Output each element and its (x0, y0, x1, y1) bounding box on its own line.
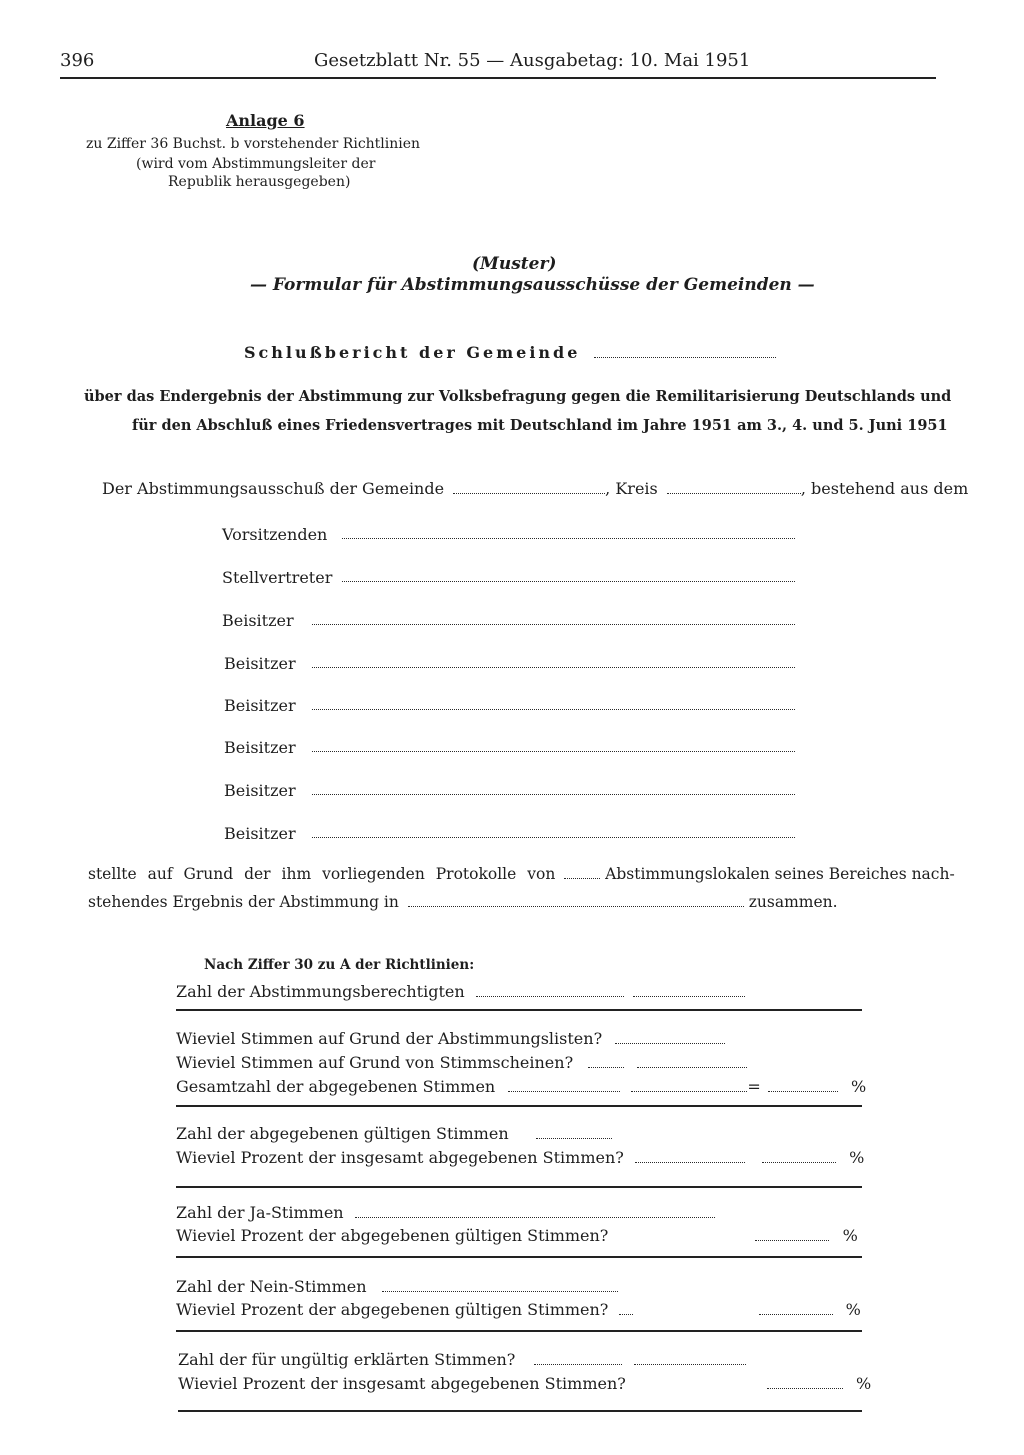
statement-text-b: Abstimmungslokalen seines Bereiches nach- (605, 865, 955, 883)
result-row (176, 1077, 866, 1096)
section-divider (176, 1256, 862, 1258)
row-leader (536, 1138, 612, 1139)
section-divider (176, 1009, 862, 1011)
row-label: Zahl der für ungültig erklärten Stimmen? (178, 1350, 516, 1369)
value-blank[interactable] (631, 1091, 747, 1092)
result-row (176, 1124, 612, 1143)
result-row (178, 1374, 871, 1393)
row-leader (588, 1067, 624, 1068)
row-label: Wieviel Prozent der abgegebenen gültigen Stimmen? (176, 1226, 609, 1245)
member-label: Beisitzer (224, 824, 296, 843)
row-label: Zahl der Ja-Stimmen (176, 1203, 344, 1222)
row-label: Wieviel Prozent der abgegebenen gültigen Stimmen? (176, 1300, 609, 1319)
value-blank[interactable] (635, 1162, 745, 1163)
percent-blank[interactable] (755, 1240, 829, 1241)
intro-line (102, 479, 968, 498)
anlage-line1: zu Ziffer 36 Buchst. b vorstehender Richtlinien (86, 136, 421, 152)
percent-sign: % (851, 1077, 867, 1096)
results-section-title: Nach Ziffer 30 zu A der Richtlinien: (204, 957, 475, 973)
member-label: Beisitzer (224, 781, 296, 800)
gemeinde-name-blank[interactable] (594, 357, 776, 358)
subtitle-line2: für den Abschluß eines Friedensvertrages mit Deutschland im Jahre 1951 am 3., 4. und 5. Juni 1951 (132, 417, 948, 434)
lokale-count-blank[interactable] (564, 878, 600, 879)
value-blank[interactable] (637, 1067, 747, 1068)
statement-text-c: stehendes Ergebnis der Abstimmung in (88, 893, 399, 911)
value-blank[interactable] (355, 1217, 715, 1218)
row-leader (508, 1091, 620, 1092)
section-divider (178, 1410, 862, 1412)
result-row (176, 1203, 715, 1222)
header-rule (60, 77, 936, 79)
schlussbericht-title: Schlußbericht der Gemeinde (244, 343, 581, 362)
result-row (178, 1350, 746, 1369)
row-leader (476, 996, 624, 997)
value-blank[interactable] (633, 996, 745, 997)
member-blank[interactable] (342, 581, 795, 582)
percent-sign: % (842, 1226, 858, 1245)
member-blank[interactable] (312, 624, 795, 625)
member-label: Beisitzer (224, 654, 296, 673)
member-label: Beisitzer (222, 611, 294, 630)
muster-heading: (Muster) (472, 254, 557, 274)
percent-sign: % (849, 1148, 865, 1167)
statement-line1 (88, 865, 955, 883)
schlussbericht-line (244, 343, 776, 362)
statement-text-a: stellte auf Grund der ihm vorliegenden Protokolle von (88, 865, 556, 883)
percent-blank[interactable] (767, 1388, 843, 1389)
row-label: Wieviel Stimmen auf Grund der Abstimmungslisten? (176, 1029, 603, 1048)
member-blank[interactable] (312, 751, 795, 752)
anlage-line2: (wird vom Abstimmungsleiter der (136, 156, 376, 172)
value-blank[interactable] (615, 1043, 725, 1044)
result-row (176, 1277, 618, 1296)
section-divider (176, 1330, 862, 1332)
value-blank[interactable] (634, 1364, 746, 1365)
row-label: Zahl der Abstimmungsberechtigten (176, 982, 465, 1001)
page-number: 396 (60, 50, 95, 71)
section-divider (176, 1186, 862, 1188)
member-label: Stellvertreter (222, 568, 333, 587)
intro-kreis: , Kreis (605, 479, 658, 498)
result-row (176, 1029, 725, 1048)
anlage-title: Anlage 6 (226, 111, 305, 130)
anlage-line3: Republik herausgegeben) (168, 174, 351, 190)
kreis-blank[interactable] (667, 493, 801, 494)
result-row (176, 1226, 858, 1245)
row-label: Wieviel Stimmen auf Grund von Stimmscheinen? (176, 1053, 574, 1072)
member-blank[interactable] (312, 709, 795, 710)
gemeinde-blank[interactable] (453, 493, 605, 494)
result-row (176, 982, 745, 1001)
result-row (176, 1053, 747, 1072)
row-leader (534, 1364, 622, 1365)
intro-suffix: , bestehend aus dem (800, 479, 969, 498)
row-label: Zahl der Nein-Stimmen (176, 1277, 367, 1296)
row-label: Gesamtzahl der abgegebenen Stimmen (176, 1077, 496, 1096)
percent-blank[interactable] (759, 1314, 833, 1315)
equals-sign: = (747, 1077, 761, 1096)
row-label: Wieviel Prozent der insgesamt abgegebenen Stimmen? (178, 1374, 626, 1393)
member-blank[interactable] (312, 794, 795, 795)
member-blank[interactable] (342, 538, 795, 539)
ort-blank[interactable] (408, 906, 744, 907)
result-row (176, 1300, 861, 1319)
result-row (176, 1148, 864, 1167)
percent-sign: % (856, 1374, 872, 1393)
member-label: Beisitzer (224, 738, 296, 757)
member-blank[interactable] (312, 667, 795, 668)
statement-text-d: zusammen. (748, 893, 838, 911)
row-label: Wieviel Prozent der insgesamt abgegebenen Stimmen? (176, 1148, 624, 1167)
row-leader (619, 1314, 633, 1315)
statement-line2 (88, 893, 838, 911)
row-label: Zahl der abgegebenen gültigen Stimmen (176, 1124, 509, 1143)
subtitle-line1: über das Endergebnis der Abstimmung zur Volksbefragung gegen die Remilitarisierung Deutschlands und (84, 388, 952, 405)
member-label: Beisitzer (224, 696, 296, 715)
percent-blank[interactable] (768, 1091, 838, 1092)
row-leader (382, 1291, 618, 1292)
section-divider (176, 1105, 862, 1107)
percent-blank[interactable] (762, 1162, 836, 1163)
page-header-title: Gesetzblatt Nr. 55 — Ausgabetag: 10. Mai 1951 (314, 50, 751, 71)
percent-sign: % (845, 1300, 861, 1319)
formular-heading: — Formular für Abstimmungsausschüsse der Gemeinden — (250, 275, 815, 295)
member-label: Vorsitzenden (222, 525, 328, 544)
intro-prefix: Der Abstimmungsausschuß der Gemeinde (102, 479, 445, 498)
member-blank[interactable] (312, 837, 795, 838)
